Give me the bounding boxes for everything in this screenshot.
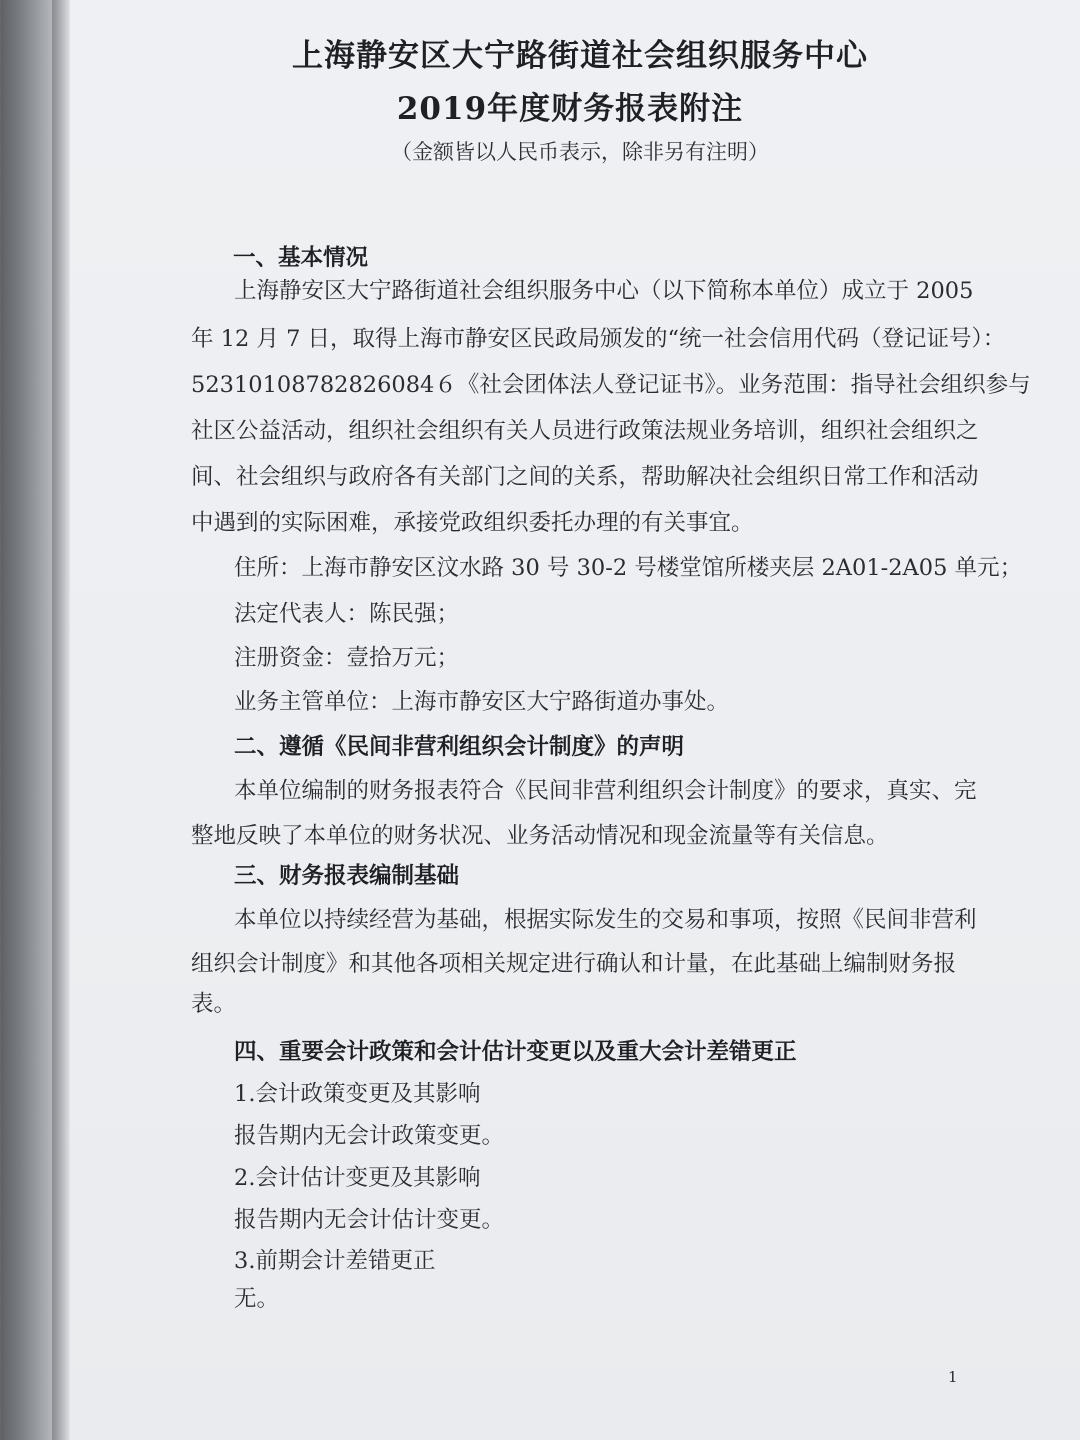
section4-item: 3.前期会计差错更正 (234, 1248, 436, 1274)
address-line: 住所：上海市静安区汶水路 30 号 30-2 号楼堂馆所楼夹层 2A01-2A05 单元； (234, 555, 1023, 581)
document-title-year: 2019年度财务报表附注 (396, 91, 744, 127)
supervisor-line: 业务主管单位：上海市静安区大宁路街道办事处。 (234, 689, 730, 715)
section1-line: 中遇到的实际困难，承接党政组织委托办理的有关事宜。 (191, 510, 754, 536)
section3-line: 表。 (191, 991, 237, 1017)
section4-heading: 四、重要会计政策和会计估计变更以及重大会计差错更正 (234, 1039, 797, 1065)
section4-item: 2.会计估计变更及其影响 (234, 1165, 481, 1191)
section2-line: 整地反映了本单位的财务状况、业务活动情况和现金流量等有关信息。 (191, 823, 889, 849)
section1-line: 年 12 月 7 日，取得上海市静安区民政局颁发的“统一社会信用代码（登记证号）： (191, 326, 1006, 352)
section4-item: 1.会计政策变更及其影响 (234, 1081, 481, 1107)
capital-line: 注册资金：壹拾万元； (234, 645, 460, 671)
page-number: 1 (948, 1368, 958, 1386)
document-title: 上海静安区大宁路街道社会组织服务中心 (292, 38, 868, 74)
section3-line: 本单位以持续经营为基础，根据实际发生的交易和事项，按照《民间非营利 (234, 907, 977, 933)
section2-heading: 二、遵循《民间非营利组织会计制度》的声明 (234, 734, 685, 760)
document-subtitle: （金额皆以人民币表示，除非另有注明） (391, 140, 769, 164)
section4-item: 无。 (234, 1286, 280, 1312)
legal-rep-line: 法定代表人：陈民强； (234, 601, 460, 627)
section1-line: 间、社会组织与政府各有关部门之间的关系，帮助解决社会组织日常工作和活动 (191, 464, 979, 490)
section3-line: 组织会计制度》和其他各项相关规定进行确认和计量，在此基础上编制财务报 (191, 951, 957, 977)
section1-line: 52310108782826084６《社会团体法人登记证书》。业务范围：指导社会组织参与 (191, 372, 1031, 398)
section3-heading: 三、财务报表编制基础 (234, 863, 460, 889)
section4-item: 报告期内无会计政策变更。 (234, 1123, 505, 1149)
section1-line: 上海静安区大宁路街道社会组织服务中心（以下简称本单位）成立于 2005 (234, 278, 974, 304)
section1-line: 社区公益活动，组织社会组织有关人员进行政策法规业务培训，组织社会组织之 (191, 418, 979, 444)
section4-item: 报告期内无会计估计变更。 (234, 1207, 505, 1233)
section1-heading: 一、基本情况 (233, 245, 369, 271)
section2-line: 本单位编制的财务报表符合《民间非营利组织会计制度》的要求，真实、完 (234, 778, 977, 804)
